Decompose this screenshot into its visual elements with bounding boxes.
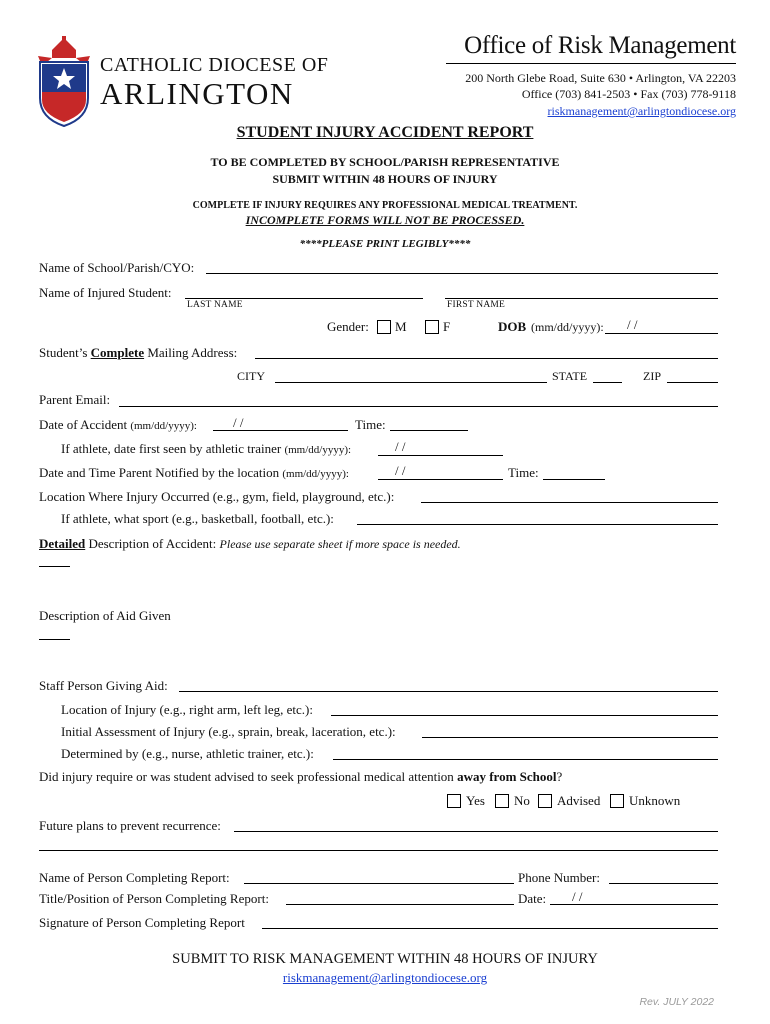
completer-name-input[interactable] [244,883,514,884]
gender-male-checkbox[interactable] [377,320,391,334]
treatment-notice: COMPLETE IF INJURY REQUIRES ANY PROFESSIONAL MEDICAL TREATMENT. [192,200,578,211]
signature-label: Signature of Person Completing Report [39,915,245,930]
zip-label: ZIP [643,369,661,383]
diocese-logo [34,36,94,128]
office-phone-fax: Office (703) 841-2503 • Fax (703) 778-9118 [521,87,736,101]
city-input[interactable] [275,382,547,383]
medical-q-post: ? [556,769,563,784]
completer-title-input[interactable] [286,904,514,905]
date-of-accident-text: Date of Accident [39,417,128,432]
medical-no-label: No [514,793,530,808]
form-subtitle-1: TO BE COMPLETED BY SCHOOL/PARISH REPRESENTATIVE [210,155,560,169]
parent-notified-slashes: / / [395,463,406,478]
completer-title-label: Title/Position of Person Completing Report: [39,891,269,906]
aid-description-input[interactable] [39,639,70,640]
completer-name-label: Name of Person Completing Report: [39,870,230,885]
future-plans-label: Future plans to prevent recurrence: [39,818,221,833]
athlete-first-seen-text: If athlete, date first seen by athletic trainer [61,441,282,456]
parent-notified-time-input[interactable] [543,479,605,480]
revision-date: Rev. JULY 2022 [639,996,714,1008]
gender-female-checkbox[interactable] [425,320,439,334]
state-input[interactable] [593,382,622,383]
medical-question [39,769,562,785]
state-label: STATE [552,369,588,383]
desc-bold: Detailed [39,536,86,551]
medical-q-pre: Did injury require or was student advised to seek professional medical attention [39,769,454,784]
footer-submit: SUBMIT TO RISK MANAGEMENT WITHIN 48 HOURS OF INJURY [172,951,598,967]
mailing-post: Mailing Address: [147,345,238,360]
staff-label: Staff Person Giving Aid: [39,678,168,693]
dob-label: DOB [498,319,527,334]
date-slashes: / / [572,889,583,904]
medical-advised-label: Advised [557,793,601,808]
school-label: Name of School/Parish/CYO: [39,260,195,275]
diocese-crest-icon [34,36,94,128]
footer-email-link[interactable]: riskmanagement@arlingtondiocese.org [282,970,488,985]
office-email-link[interactable]: riskmanagement@arlingtondiocese.org [547,104,736,118]
date-of-accident-label [39,417,197,433]
parent-notified-label [39,465,349,481]
parent-email-label: Parent Email: [39,392,111,407]
phone-input[interactable] [609,883,718,884]
diocese-name-line2: ARLINGTON [100,76,294,111]
school-input[interactable] [206,273,718,274]
gender-label: Gender: [327,319,369,334]
office-title: Office of Risk Management [464,32,736,59]
mailing-pre: Student’s [39,345,88,360]
medical-unknown-label: Unknown [629,793,681,808]
date-label: Date: [518,891,547,906]
student-last-name-input[interactable] [185,298,423,299]
desc-label: Description of Accident: [88,536,217,551]
dob-format: (mm/dd/yyyy): [531,320,604,334]
mailing-address-label [39,345,237,361]
medical-yes-checkbox[interactable] [447,794,461,808]
office-title-rule [446,63,736,64]
phone-label: Phone Number: [518,870,600,885]
location-input[interactable] [421,502,718,503]
office-address: 200 North Glebe Road, Suite 630 • Arlington, VA 22203 [465,71,736,85]
parent-email-input[interactable] [119,406,718,407]
parent-notified-date-input[interactable] [378,479,503,480]
gender-female-label: F [443,319,451,334]
form-subtitle-2: SUBMIT WITHIN 48 HOURS OF INJURY [272,172,498,186]
gender-male-label: M [395,319,407,334]
medical-unknown-checkbox[interactable] [610,794,624,808]
date-of-accident-format: (mm/dd/yyyy): [130,420,197,432]
student-name-label: Name of Injured Student: [39,285,172,300]
student-first-name-input[interactable] [445,298,718,299]
determined-by-input[interactable] [333,759,718,760]
medical-advised-checkbox[interactable] [538,794,552,808]
diocese-name-line1: CATHOLIC DIOCESE OF [100,54,329,76]
athlete-first-seen-slashes: / / [395,439,406,454]
first-name-caption: FIRST NAME [447,300,506,310]
dob-slashes: / / [627,317,638,332]
mailing-address-input[interactable] [255,358,718,359]
form-title: STUDENT INJURY ACCIDENT REPORT [236,124,534,141]
location-label: Location Where Injury Occurred (e.g., gym, field, playground, etc.): [39,489,395,504]
parent-notified-text: Date and Time Parent Notified by the location [39,465,280,480]
date-of-accident-slashes: / / [233,415,244,430]
athlete-first-seen-input[interactable] [378,455,503,456]
medical-q-bold: away from School [457,769,557,784]
time-of-accident-label: Time: [355,417,386,432]
injury-location-label: Location of Injury (e.g., right arm, left leg, etc.): [61,702,313,717]
mailing-bold: Complete [90,345,145,360]
print-legibly: ****PLEASE PRINT LEGIBLY**** [299,238,471,250]
medical-no-checkbox[interactable] [495,794,509,808]
city-label: CITY [237,369,265,383]
dob-input[interactable] [605,333,718,334]
determined-by-label: Determined by (e.g., nurse, athletic trainer, etc.): [61,746,314,761]
sport-input[interactable] [357,524,718,525]
time-of-accident-input[interactable] [390,430,468,431]
sport-label: If athlete, what sport (e.g., basketball, football, etc.): [61,511,334,526]
medical-yes-label: Yes [466,793,485,808]
desc-hint: Please use separate sheet if more space is needed. [219,537,461,551]
parent-notified-format: (mm/dd/yyyy): [282,468,349,480]
footer-email-wrap [0,969,770,987]
last-name-caption: LAST NAME [187,300,243,310]
athlete-first-seen-format: (mm/dd/yyyy): [284,444,352,456]
zip-input[interactable] [667,382,718,383]
assessment-input[interactable] [422,737,718,738]
injury-location-input[interactable] [331,715,718,716]
future-plans-input[interactable] [234,831,718,832]
accident-description-input[interactable] [39,566,70,567]
aid-description-label: Description of Aid Given [39,608,171,623]
incomplete-warning: INCOMPLETE FORMS WILL NOT BE PROCESSED. [245,213,525,227]
signature-input[interactable] [262,928,718,929]
staff-input[interactable] [179,691,718,692]
athlete-first-seen-label [61,441,351,457]
parent-notified-time-label: Time: [508,465,539,480]
accident-description-label [39,536,461,552]
assessment-label: Initial Assessment of Injury (e.g., sprain, break, laceration, etc.): [61,724,396,739]
future-plans-input-2[interactable] [39,850,718,851]
